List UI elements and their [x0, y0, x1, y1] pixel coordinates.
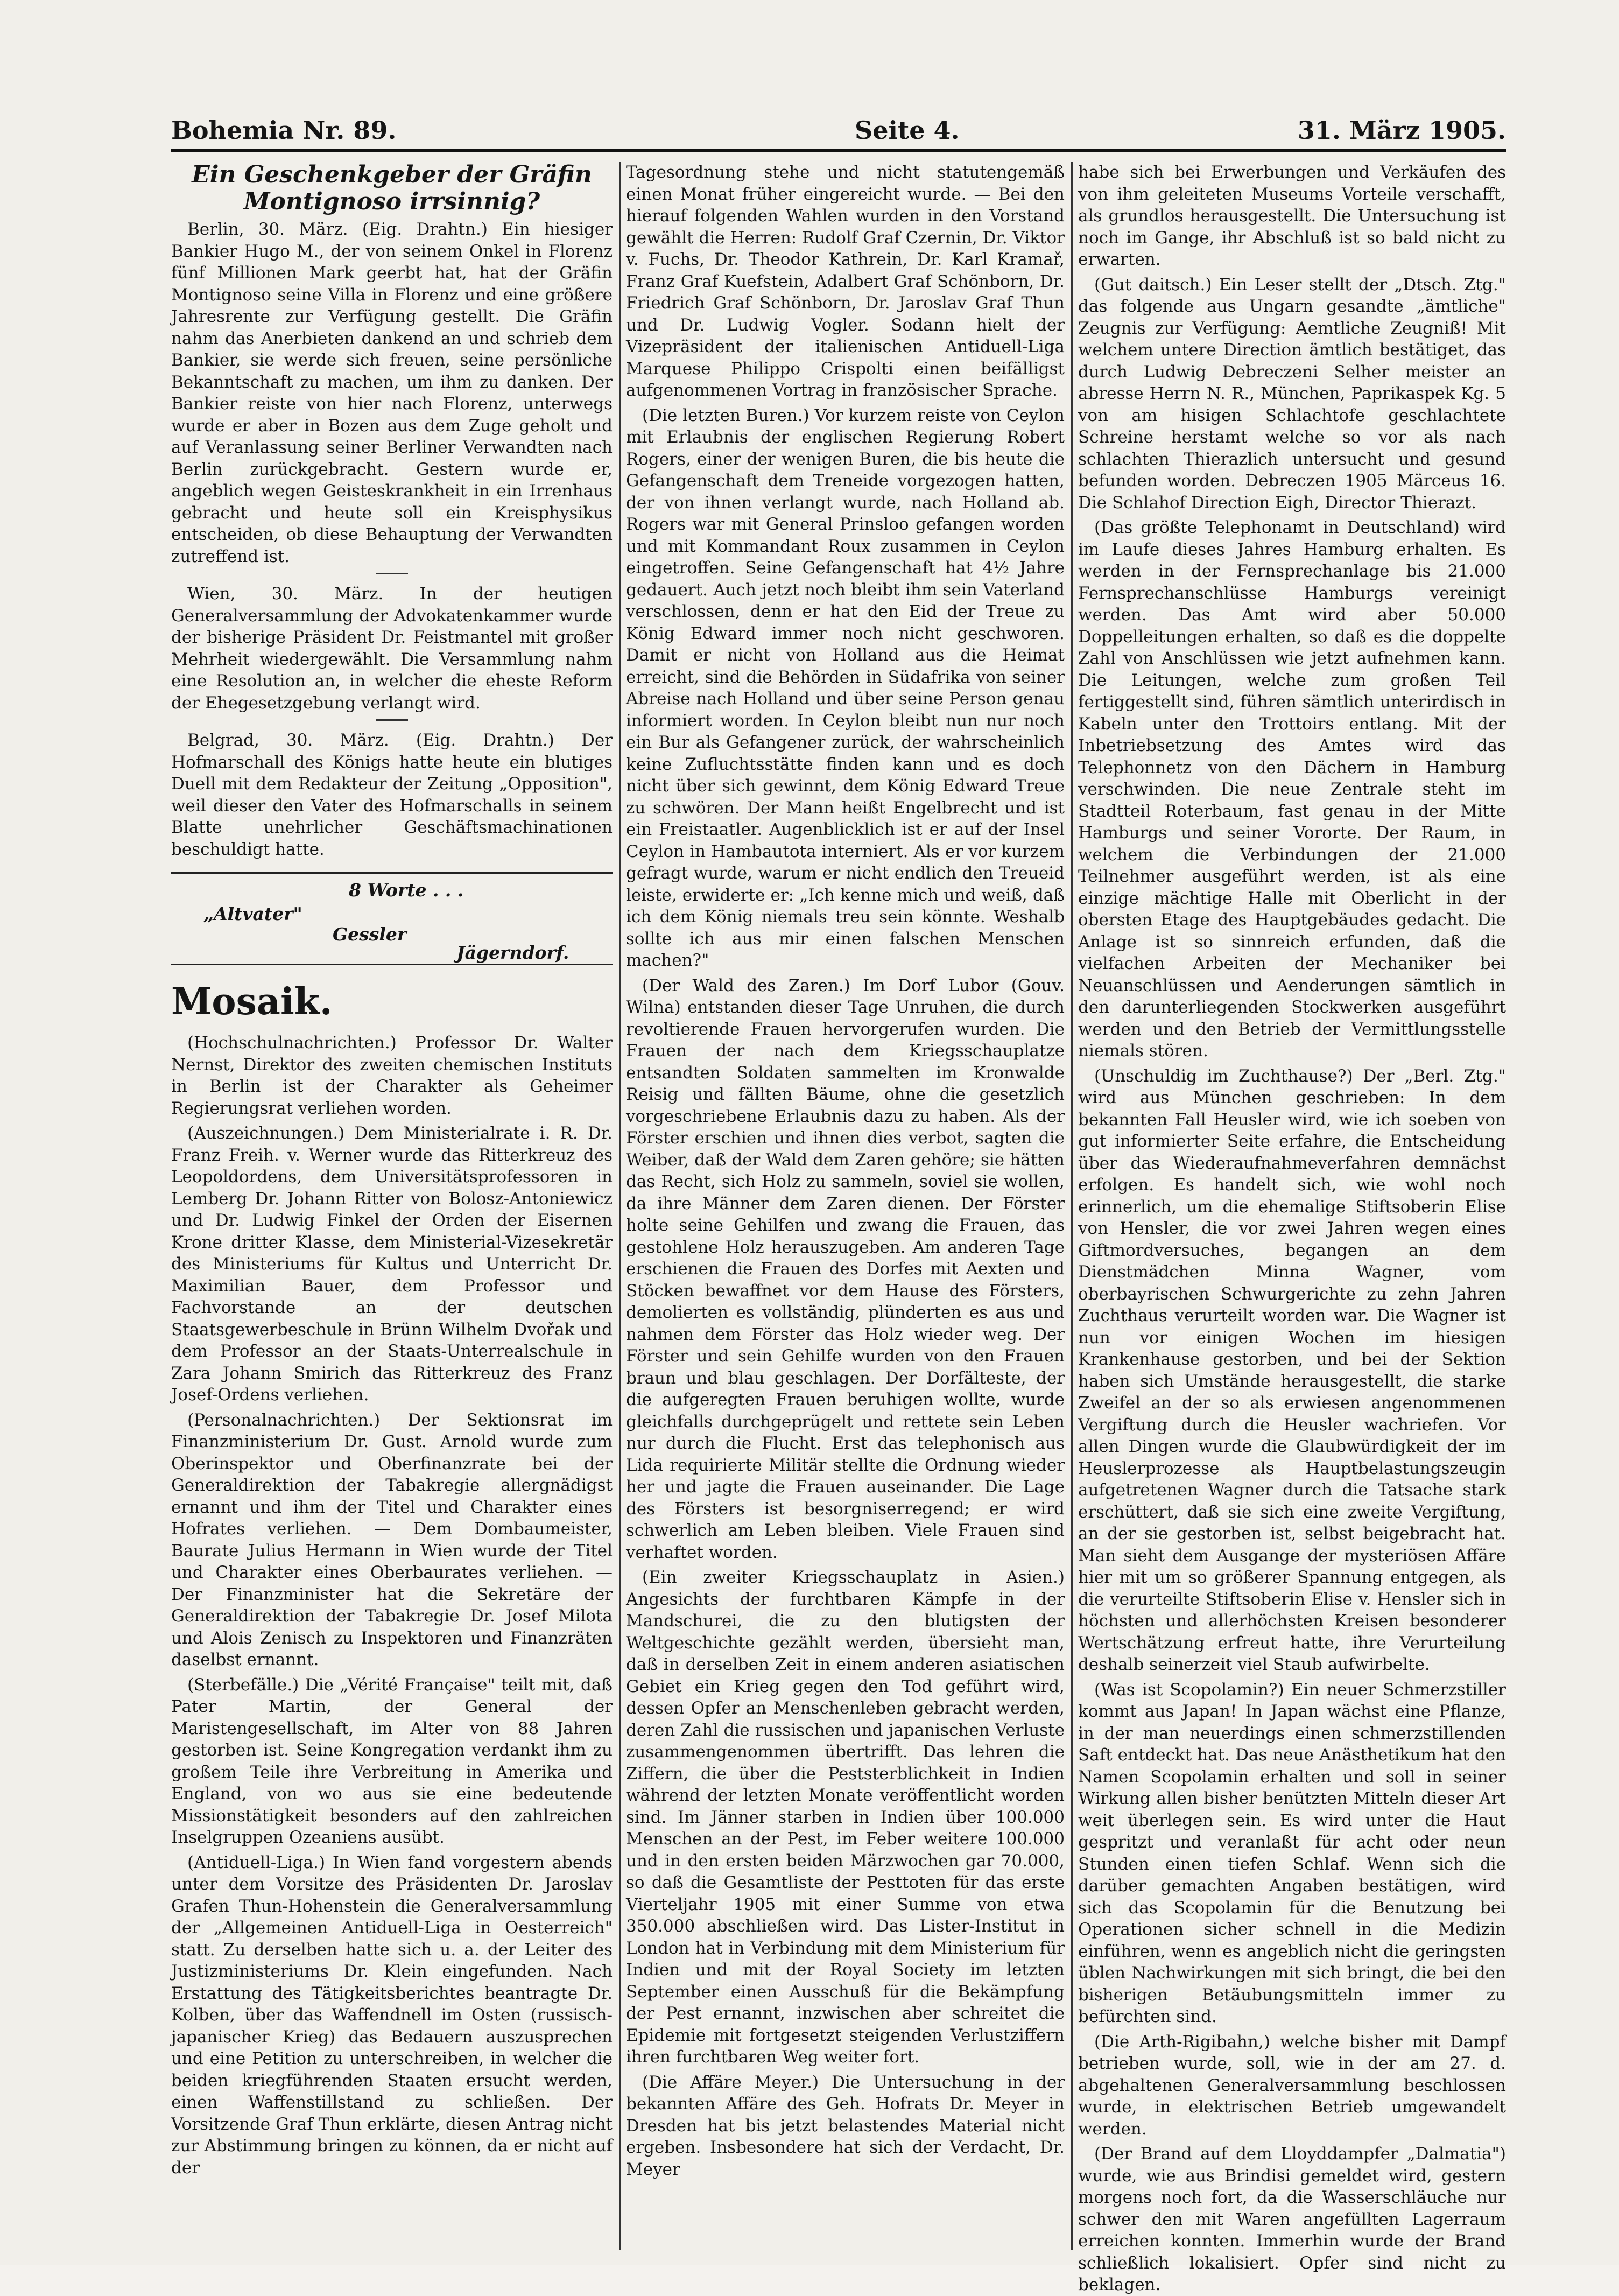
mosaic-item: (Hochschulnachrichten.) Professor Dr. Walter Nernst, Direktor des zweiten chemischen Instituts in Berlin ist der Charakter als Geheimer Regierungsrat verliehen worden.	[171, 1033, 613, 1118]
header-page-number: Seite 4.	[855, 116, 960, 145]
mosaic-item: (Der Brand auf dem Lloyddampfer „Dalmatia") wurde, wie aus Brindisi gemeldet wird, gestern morgens noch fort, da die Wasserschläuche nur schwer den mit Waren angefüllten Lagerraum erreichen konnten. Immerhin wurde der Brand schließlich lokalisiert. Opfer sind nicht zu beklagen.	[1078, 2144, 1506, 2294]
ad-line-4: Jägerndorf.	[456, 942, 569, 963]
ad-line-1: 8 Worte . . .	[349, 880, 464, 901]
mosaic-item: (Der Wald des Zaren.) Im Dorf Lubor (Gouv. Wilna) entstanden dieser Tage Unruhen, die durch revoltierende Frauen hervorgerufen wurden. Die Frauen der nach dem Kriegsschauplatze entsandten Soldaten sammelten im Kronwalde Reisig und fällten Bäume, ohne die gesetzlich vorgeschriebene Erlaubnis dazu zu haben. Als der Förster erschien und ihnen dies verbot, sagten die Weiber, daß der Wald dem Zaren gehöre; sie hätten das Recht, sich Holz zu sammeln, soviel sie wollen, da ihre Männer dem Zaren dienen. Der Förster holte seine Gehilfen und zwang die Frauen, das gestohlene Holz herauszugeben. Am anderen Tage erschienen die Frauen des Dorfes mit Aexten und Stöcken bewaffnet vor dem Hause des Försters, demolierten es vollständig, plünderten es aus und nahmen dem Förster das Holz wieder weg. Der Förster und sein Gehilfe wurden von den Frauen braun und blau geschlagen. Der Dorfälteste, der die aufgeregten Frauen beruhigen wollte, wurde gleichfalls durchgeprügelt und rettete sein Leben nur durch die Flucht. Erst das telephonisch aus Lida requirierte Militär stellte die Ordnung wieder her und jagte die Frauen auseinander. Die Lage des Försters ist besorgniserregend; er wird schwerlich am Leben bleiben. Viele Frauen sind verhaftet worden.	[626, 975, 1065, 1562]
page-header	[171, 110, 1506, 144]
mosaic-item: (Ein zweiter Kriegsschauplatz in Asien.) Angesichts der furchtbaren Kämpfe in der Mandschurei, die zu den blutigsten der Weltgeschichte gezählt werden, übersieht man, daß in derselben Zeit in einem anderen asiatischen Gebiet ein Krieg gegen den Tod geführt wird, dessen Opfer an Menschenleben gebracht werden, deren Zahl die russischen und japanischen Verluste zusammengenommen übertrifft. Das lehren die Ziffern, die über die Peststerblichkeit in Indien während der letzten Monate veröffentlicht worden sind. Im Jänner starben in Indien über 100.000 Menschen an der Pest, im Feber weitere 100.000 und in den ersten beiden Märzwochen gar 70.000, so daß die Gesamtliste der Pesttoten für das erste Vierteljahr 1905 mit einer Summe von etwa 350.000 abschließen wird. Das Lister-Institut in London hat in Verbindung mit dem Ministerium für Indien und mit der Royal Society im letzten September einen Ausschuß für die Bekämpfung der Pest ernannt, inzwischen aber schreitet die Epidemie mit fortgesetzt steigenden Verlustziffern ihren furchtbaren Weg weiter fort.	[626, 1568, 1065, 2067]
column-rule-1	[619, 162, 621, 2250]
mosaic-item: (Gut daitsch.) Ein Leser stellt der „Dtsch. Ztg." das folgende aus Ungarn gesandte „ämtliche" Zeugnis zur Verfügung: Aemtliche Zeugniß! Mit welchem untere Direction ämtlich bestätiget, das durch Ludwig Debreczeni Selher meister an abresse Herrn N. R., München, Paprikaspek Kg. 5 von am hisigen Schlachtofe geschlachtete Schreine herstamt welche so vor als nach schlachten Thierazlich untersucht und gesund befunden worden. Debreczen 1905 Märceus 16. Die Schlahof Direction Eigh, Director Thierazt.	[1078, 275, 1506, 512]
mosaic-item: (Unschuldig im Zuchthause?) Der „Berl. Ztg." wird aus München geschrieben: In dem bekannten Fall Heusler wird, wie ich soeben von gut informierter Seite erfahre, die Entscheidung über das Wiederaufnahmeverfahren demnächst erfolgen. Es handelt sich, wie wohl noch erinnerlich, um die ehemalige Stiftsoberin Elise von Hensler, die vor zwei Jahren wegen eines Giftmordversuches, begangen an dem Dienstmädchen Minna Wagner, vom oberbayrischen Schwurgerichte zu zehn Jahren Zuchthaus verurteilt worden war. Die Wagner ist nun vor einigen Wochen im hiesigen Krankenhause gestorben, und bei der Sektion haben sich Umstände herausgestellt, die starke Zweifel an der so als erwiesen angenommenen Vergiftung durch die Heusler wachriefen. Vor allen Dingen wurde die Glaubwürdigkeit der im Heuslerprozesse als Hauptbelastungszeugin aufgetretenen Wagner durch die Tatsache stark erschüttert, daß sie sich eine zweite Vergiftung, an der sie gestorben ist, selbst beigebracht hat. Man sieht dem Ausgange der mysteriösen Affäre hier mit um so größerer Spannung entgegen, als die verurteilte Stiftsoberin Elise v. Hensler sich in höchsten und allerhöchsten Kreisen besonderer Wertschätzung erfreut hatte, ihre Verurteilung deshalb seinerzeit viel Staub aufwirbelte.	[1078, 1066, 1506, 1674]
article-title: Ein Geschenkgeber der Gräfin Montignoso irrsinnig?	[192, 161, 592, 215]
divider	[376, 573, 408, 578]
header-rule	[171, 149, 1506, 152]
mosaic-item: habe sich bei Erwerbungen und Verkäufen des von ihm geleiteten Museums Vorteile verschafft, als grundlos herausgestellt. Die Untersuchung ist noch im Gange, ihr Abschluß ist so bald nicht zu erwarten.	[1078, 163, 1506, 269]
article-paragraph: Berlin, 30. März. (Eig. Drahtn.) Ein hiesiger Bankier Hugo M., der von seinem Onkel in Florenz fünf Millionen Mark geerbt hat, hat der Gräfin Montignoso seine Villa in Florenz und eine größere Jahresrente zur Verfügung gestellt. Die Gräfin nahm das Anerbieten dankend an und schrieb dem Bankier, sie werde sich freuen, seine persönliche Bekanntschaft zu machen, um ihm zu danken. Der Bankier reiste von hier nach Florenz, unterwegs wurde er aber in Bozen aus dem Zuge geholt und auf Veranlassung seiner Berliner Verwandten nach Berlin zurückgebracht. Gestern wurde er, angeblich wegen Geisteskrankheit in ein Irrenhaus gebracht und heute soll ein Kreisphysikus entscheiden, ob diese Behauptung der Verwandten zutreffend ist.	[171, 220, 613, 566]
mosaic-item: (Was ist Scopolamin?) Ein neuer Schmerzstiller kommt aus Japan! In Japan wächst eine Pflanze, in der man neuerdings einen schmerzstillenden Saft entdeckt hat. Das neue Anästhetikum hat den Namen Scopolamin erhalten und soll in seiner Wirkung allen bisher benützten Mitteln dieser Art weit überlegen sein. Es wird unter die Haut gespritzt und veranlaßt für acht oder neun Stunden einen tiefen Schlaf. Wenn sich die darüber gemachten Angaben bestätigen, wird sich das Scopolamin für die Benutzung bei Operationen sicher schnell in die Medizin einführen, wenn es angeblich nicht die geringsten üblen Nachwirkungen mit sich bringt, die bei den bisherigen Betäubungsmitteln immer zu befürchten sind.	[1078, 1680, 1506, 2026]
column-2	[626, 162, 1065, 2250]
mosaic-item: Tagesordnung stehe und nicht statutengemäß einen Monat früher eingereicht wurde. — Bei den hierauf folgenden Wahlen wurden in den Vorstand gewählt die Herren: Rudolf Graf Czernin, Dr. Viktor v. Fuchs, Dr. Theodor Kathrein, Dr. Karl Kramař, Franz Graf Kuefstein, Adalbert Graf Schönborn, Dr. Friedrich Graf Schönborn, Dr. Jaroslav Graf Thun und Dr. Ludwig Vogler. Sodann hielt der Vizepräsident der italienischen Antiduell-Liga Marquese Philippo Crispolti einen beifälligst aufgenommenen Vortrag in französischer Sprache.	[626, 163, 1065, 400]
column-3	[1078, 162, 1506, 2294]
mosaic-item: (Antiduell-Liga.) In Wien fand vorgestern abends unter dem Vorsitze des Präsidenten Dr. Jaroslav Grafen Thun-Hohenstein die Generalversammlung der „Allgemeinen Antiduell-Liga in Oesterreich" statt. Zu derselben hatte sich u. a. der Leiter des Justizministeriums Dr. Klein eingefunden. Nach Erstattung des Tätigkeitsberichtes beantragte Dr. Kolben, über das Waffendnell im Osten (russisch-japanischer Krieg) das Bedauern auszusprechen und eine Petition zu unterschreiben, in welcher die beiden kriegführenden Staaten ersucht werden, einen Waffenstillstand zu schließen. Der Vorsitzende Graf Thun erklärte, diesen Antrag nicht zur Abstimmung bringen zu können, da er nicht auf der	[171, 1852, 613, 2178]
divider	[376, 719, 408, 724]
mosaic-item: (Auszeichnungen.) Dem Ministerialrate i. R. Dr. Franz Freih. v. Werner wurde das Ritterkreuz des Leopoldordens, dem Universitätsprofessoren in Lemberg Dr. Johann Ritter von Bolosz-Antoniewicz und Dr. Ludwig Finkel der Orden der Eisernen Krone dritter Klasse, dem Ministerial-Vizesekretär des Ministeriums für Kultus und Unterricht Dr. Maximilian Bauer, dem Professor und Fachvorstande an der deutschen Staatsgewerbeschule in Brünn Wilhelm Dvořak und dem Professor an der Staats-Unterrealschule in Zara Johann Smirich das Ritterkreuz des Franz Josef-Ordens verliehen.	[171, 1124, 613, 1405]
mosaic-item: (Personalnachrichten.) Der Sektionsrat im Finanzministerium Dr. Gust. Arnold wurde zum Oberinspektor und Oberfinanzrate bei der Generaldirektion der Tabakregie allergnädigst ernannt und ihm der Titel und Charakter eines Hofrates verliehen. — Dem Dombaumeister, Baurate Julius Hermann in Wien wurde der Titel und Charakter eines Oberbaurates verliehen. — Der Finanzminister hat die Sekretäre der Generaldirektion der Tabakregie Dr. Josef Milota und Alois Zenisch zu Inspektoren und Finanzräten daselbst ernannt.	[171, 1410, 613, 1669]
header-date: 31. März 1905.	[1297, 116, 1506, 145]
column-rule-2	[1071, 162, 1073, 2250]
ad-line-2: „Altvater"	[203, 903, 302, 924]
header-publication: Bohemia Nr. 89.	[171, 116, 397, 145]
advertisement	[171, 872, 613, 965]
mosaic-item: (Die Arth-Rigibahn,) welche bisher mit Dampf betrieben wurde, soll, wie in der am 27. d. abgehaltenen Generalversammlung beschlossen wurde, in elektrischen Betrieb umgewandelt werden.	[1078, 2032, 1506, 2139]
mosaic-item: (Die Affäre Meyer.) Die Untersuchung in der bekannten Affäre des Geh. Hofrats Dr. Meyer in Dresden hat bis jetzt belastendes Material nicht ergeben. Insbesondere hat sich der Verdacht, Dr. Meyer	[626, 2072, 1065, 2179]
column-1	[171, 162, 613, 2250]
ad-line-3: Gessler	[333, 924, 407, 945]
article-paragraph: Wien, 30. März. In der heutigen Generalversammlung der Advokatenkammer wurde der bisherige Präsident Dr. Feistmantel mit großer Mehrheit wiedergewählt. Die Versammlung nahm eine Resolution an, in welcher die eheste Reform der Ehegesetzgebung verlangt wird.	[171, 584, 613, 713]
mosaic-item: (Die letzten Buren.) Vor kurzem reiste von Ceylon mit Erlaubnis der englischen Regierung Robert Rogers, einer der wenigen Buren, die bis heute die Gefangenschaft dem Treneide vorgezogen hatten, der von ihnen verlangt wurde, nach Holland ab. Rogers war mit General Prinsloo gefangen worden und mit Kommandant Roux zusammen in Ceylon eingetroffen. Seine Gefangenschaft hat 4½ Jahre gedauert. Auch jetzt noch bleibt ihm sein Vaterland verschlossen, denn er hat den Eid der Treue zu König Edward immer noch nicht geschworen. Damit er nicht von Holland aus die Heimat erreicht, sind die Behörden in Südafrika von seiner Abreise nach Holland und über seine Person genau informiert worden. In Ceylon bleibt nun nur noch ein Bur als Gefangener zurück, der wahrscheinlich keine Zufluchtsstätte finden kann und es doch nicht über sich gewinnt, dem König Edward Treue zu schwören. Der Mann heißt Engelbrecht und ist ein Freistaatler. Augenblicklich ist er auf der Insel Ceylon in Hambautota interniert. Als er vor kurzem gefragt wurde, warum er nicht endlich den Treueid leiste, erwiderte er: „Ich kenne mich und weiß, daß ich dem König niemals treu sein könnte. Weshalb sollte ich aus mir einen falschen Menschen machen?"	[626, 405, 1065, 970]
mosaic-item: (Das größte Telephonamt in Deutschland) wird im Laufe dieses Jahres Hamburg erhalten. Es werden in der Fernsprechanlage bis 21.000 Fernsprechanschlüsse Hamburgs vereinigt werden. Das Amt wird aber 50.000 Doppelleitungen erhalten, so daß es die doppelte Zahl von Anschlüssen wie jetzt aufnehmen kann. Die Leitungen, welche zum großen Teil fertiggestellt sind, führen sämtlich unterirdisch in Kabeln unter den Trottoirs entlang. Mit der Inbetriebsetzung des Amtes wird das Telephonnetz von den Dächern in Hamburg verschwinden. Die neue Zentrale steht im Stadtteil Roterbaum, fast genau in der Mitte Hamburgs und seiner Vororte. Der Raum, in welchem die Verbindungen der 21.000 Teilnehmer ausgeführt werden, ist als eine einzige mächtige Halle mit Oberlicht in der obersten Etage des Hauptgebäudes gedacht. Die Anlage ist so sinnreich erfunden, daß die vielfachen Arbeiten der Mechaniker bei Neuanschlüssen und Aenderungen sämtlich in den darunterliegenden Stockwerken ausgeführt werden und den Betrieb der Vermittlungsstelle niemals stören.	[1078, 518, 1506, 1061]
section-heading: Mosaik.	[171, 980, 333, 1023]
mosaic-item: (Sterbefälle.) Die „Vérité Française" teilt mit, daß Pater Martin, der General der Maristengesellschaft, im Alter von 88 Jahren gestorben ist. Seine Kongregation verdankt ihm zu großem Teile ihre Verbreitung in Amerika und England, von wo aus sie eine bedeutende Missionstätigkeit besonders auf den zahlreichen Inselgruppen Ozeaniens ausübt.	[171, 1675, 613, 1847]
article-paragraph: Belgrad, 30. März. (Eig. Drahtn.) Der Hofmarschall des Königs hatte heute ein blutiges Duell mit dem Redakteur der Zeitung „Opposition", weil dieser den Vater des Hofmarschalls in seinem Blatte unehrlicher Geschäftsmachinationen beschuldigt hatte.	[171, 731, 613, 859]
